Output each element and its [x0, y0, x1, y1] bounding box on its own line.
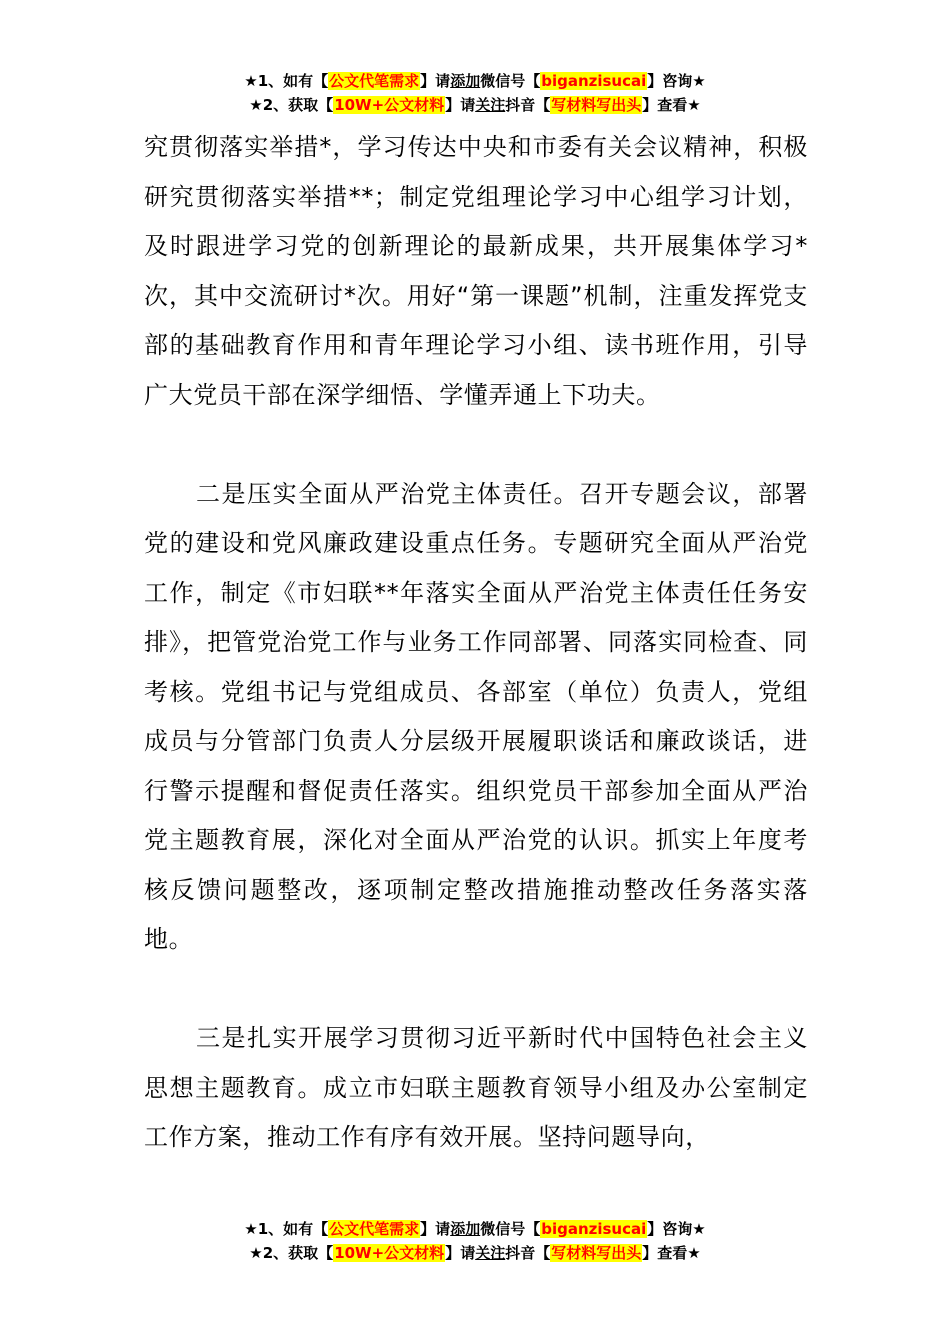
paragraph-spacer [144, 965, 808, 1015]
banner-text: 】咨询★ [647, 72, 706, 90]
banner-text: 】咨询★ [647, 1220, 706, 1238]
paragraph-theme-education: 三是扎实开展学习贯彻习近平新时代中国特色社会主义思想主题教育。成立市妇联主题教育领导小组及办公室制定工作方案，推动工作有序有效开展。坚持问题导向， [144, 1024, 808, 1151]
paragraph-continuation: 究贯彻落实举措*，学习传达中央和市委有关会议精神，积极研究贯彻落实举措**；制定党组理论学习中心组学习计划，及时跟进学习党的创新理论的最新成果，共开展集体学习*次，其中交流研讨*次。用好“第一课题”机制，注重发挥党支部的基础教育作用和青年理论学习小组、读书班作用，引导广大党员干部在深学细悟、学懂弄通上下功夫。 [144, 133, 808, 409]
bottom-banner [0, 1218, 950, 1266]
banner-highlight-service: 公文代笔需求 [329, 72, 420, 90]
paragraph-responsibility: 二是压实全面从严治党主体责任。召开专题会议，部署党的建设和党风廉政建设重点任务。专题研究全面从严治党工作，制定《市妇联**年落实全面从严治党主体责任任务安排》，把管党治党工作与业务工作同部署、同落实同检查、同考核。党组书记与党组成员、各部室（单位）负责人，党组成员与分管部门负责人分层级开展履职谈话和廉政谈话，进行警示提醒和督促责任落实。组织党员干部参加全面从严治党主题教育展，深化对全面从严治党的认识。抓实上年度考核反馈问题整改，逐项制定整改措施推动整改任务落实落地。 [144, 479, 808, 953]
banner-underlined-text: 添加 [450, 72, 481, 90]
banner-text: 】请 [420, 72, 451, 90]
banner-text: 】请 [445, 1244, 476, 1262]
banner-text: ★1、如有【 [244, 1220, 329, 1238]
banner-underlined-text: 关注 [475, 1244, 506, 1262]
banner-underlined-text: 添加 [450, 1220, 481, 1238]
document-body [144, 123, 808, 1163]
banner-text: 抖音【 [505, 1244, 551, 1262]
banner-text: 】请 [420, 1220, 451, 1238]
banner-line-2 [0, 94, 950, 118]
top-banner [0, 70, 950, 118]
banner-highlight-materials: 10W+公文材料 [334, 96, 445, 114]
banner-highlight-douyin-account: 写材料写出头 [551, 96, 642, 114]
banner-line-1 [0, 1218, 950, 1242]
banner-text: 微信号【 [480, 1220, 541, 1238]
banner-text: 抖音【 [505, 96, 551, 114]
banner-line-2 [0, 1242, 950, 1266]
banner-highlight-wechat-id: biganzisucai [541, 1220, 647, 1238]
banner-text: 微信号【 [480, 72, 541, 90]
paragraph-spacer [144, 420, 808, 470]
banner-highlight-douyin-account: 写材料写出头 [551, 1244, 642, 1262]
banner-text: 】查看★ [642, 96, 701, 114]
banner-text: 】查看★ [642, 1244, 701, 1262]
banner-text: 】请 [445, 96, 476, 114]
banner-line-1 [0, 70, 950, 94]
banner-highlight-materials: 10W+公文材料 [334, 1244, 445, 1262]
banner-text: ★2、获取【 [249, 1244, 334, 1262]
banner-underlined-text: 关注 [475, 96, 506, 114]
banner-highlight-wechat-id: biganzisucai [541, 72, 647, 90]
banner-highlight-service: 公文代笔需求 [329, 1220, 420, 1238]
banner-text: ★1、如有【 [244, 72, 329, 90]
banner-text: ★2、获取【 [249, 96, 334, 114]
